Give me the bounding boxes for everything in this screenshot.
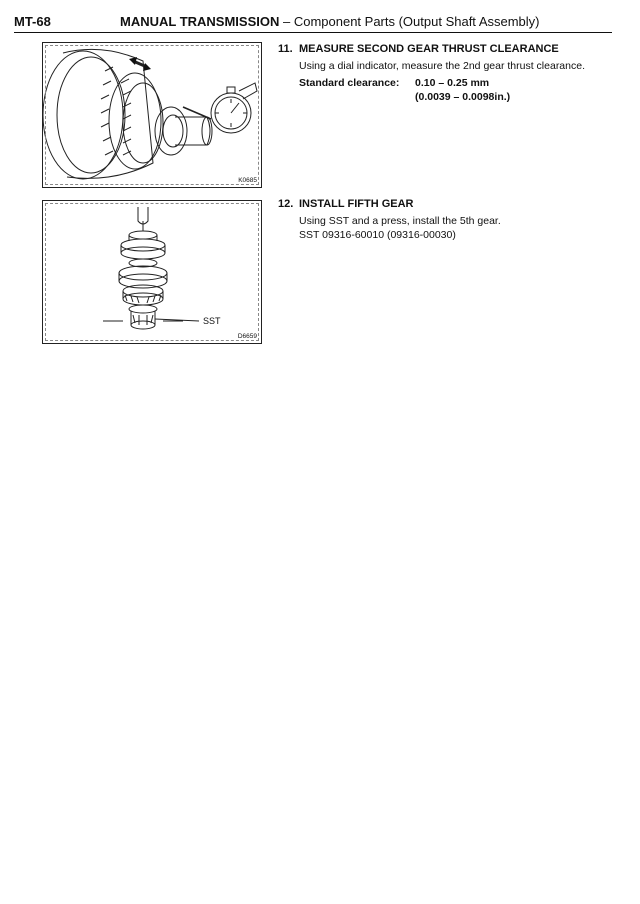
spec-label: Standard clearance: bbox=[299, 77, 400, 89]
press-install-illustration bbox=[43, 201, 261, 343]
page-code: MT-68 bbox=[14, 14, 51, 29]
page-header bbox=[14, 14, 612, 32]
step-body bbox=[299, 214, 598, 242]
spec-values bbox=[415, 76, 510, 104]
step-title: INSTALL FIFTH GEAR bbox=[299, 198, 414, 210]
figure-code: K0685 bbox=[238, 177, 257, 184]
step-11 bbox=[278, 42, 598, 104]
header-title bbox=[120, 14, 540, 29]
step-heading bbox=[278, 42, 598, 56]
step-title: MEASURE SECOND GEAR THRUST CLEARANCE bbox=[299, 43, 559, 55]
header-rule bbox=[14, 32, 612, 33]
header-title-sub: – Component Parts (Output Shaft Assembly) bbox=[279, 14, 540, 29]
step-12 bbox=[278, 197, 598, 242]
spec-value-in: (0.0039 – 0.0098in.) bbox=[415, 91, 511, 103]
step-number: 12. bbox=[278, 198, 294, 210]
step-heading bbox=[278, 197, 598, 211]
figure-press-install bbox=[42, 200, 262, 344]
header-title-main: MANUAL TRANSMISSION bbox=[120, 14, 280, 29]
figure-dial-indicator bbox=[42, 42, 262, 188]
dial-indicator-illustration bbox=[43, 43, 261, 187]
sst-part-number: SST 09316-60010 (09316-00030) bbox=[299, 229, 456, 241]
step-number: 11. bbox=[278, 43, 293, 55]
step-text: Using SST and a press, install the 5th gear. bbox=[299, 215, 501, 227]
sst-callout: SST bbox=[203, 316, 221, 326]
step-text: Using a dial indicator, measure the 2nd gear thrust clearance. bbox=[299, 60, 585, 72]
standard-clearance-spec bbox=[299, 76, 598, 104]
spec-value-mm: 0.10 – 0.25 mm bbox=[415, 77, 490, 89]
step-body bbox=[299, 59, 598, 104]
figure-code: D6659 bbox=[237, 333, 257, 340]
